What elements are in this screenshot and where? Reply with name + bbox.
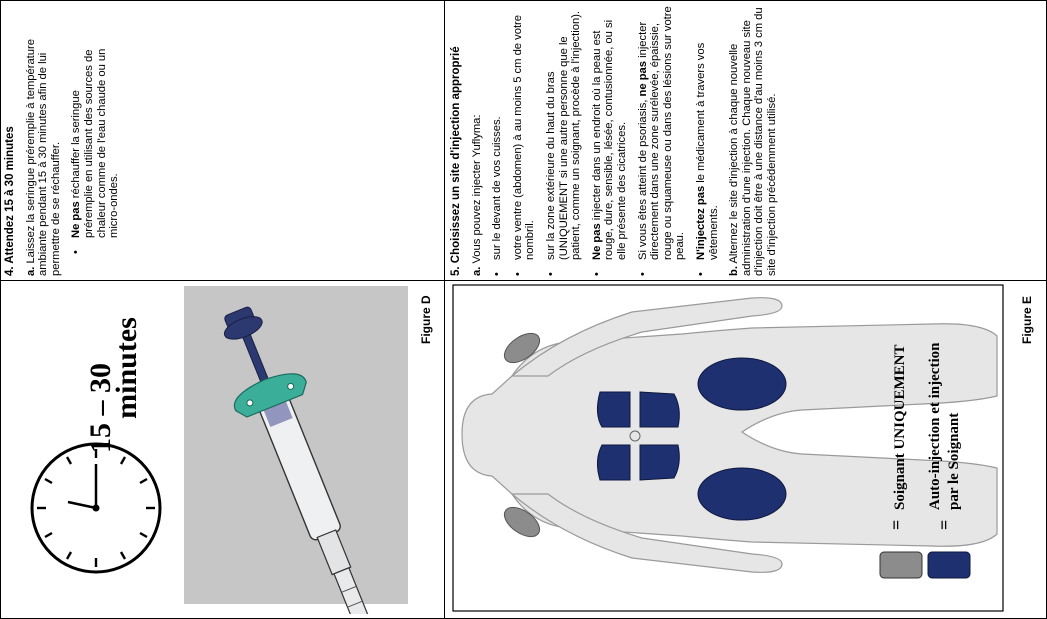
figure-d-caption: Figure D — [419, 295, 433, 344]
site-bullet: • sur le devant de vos cuisses. — [491, 116, 504, 276]
legend-swatch-navy — [928, 552, 970, 578]
navel — [630, 431, 640, 441]
table-border-left — [0, 0, 1, 619]
time-unit-label: minutes — [110, 317, 143, 419]
section4-bullet: • Ne pas réchauffer la seringue préremplie en utilisant des sources de chaleur comme de l'eau chaude ou un micro-ondes. — [70, 48, 121, 254]
legend-equals: = — [886, 519, 906, 530]
section4-step-a: a. Laissez la seringue préremplie à température ambiante pendant 15 à 30 minutes afin de lui permettre de se réchauffer. — [24, 39, 62, 276]
site-bullet: • votre ventre (abdomen) à au moins 5 cm de votre nombril. — [511, 15, 537, 276]
clock-icon — [32, 444, 160, 572]
legend-label-gray: Soignant UNIQUEMENT — [892, 344, 908, 510]
figure-d-illustration — [4, 286, 436, 614]
section4-title: 4. Attendez 15 à 30 minutes — [4, 126, 16, 276]
table-border-top — [0, 0, 1047, 1]
section5-step-b: b. Alternez le site d'injection à chaque nouvelle administration d'une injection. Chaque nouveau site d'injection doit être à une distance d'au moins 3 cm du site d'injection précédemment utilisé. — [728, 7, 778, 276]
figure-e-caption: Figure E — [1020, 295, 1034, 344]
warning-bullet: • Si vous êtes atteint de psoriasis, ne pas injecter directement dans une zone surélevée, épaissie, rouge ou squameuse ou dans des lésions sur votre peau. — [636, 6, 687, 276]
section5-text — [450, 4, 786, 276]
table-col-divider — [444, 0, 445, 619]
table-row-divider — [0, 280, 1047, 281]
section5-step-a: a. Vous pouvez injecter Yuflyma: — [470, 114, 483, 276]
thigh-site — [698, 468, 786, 520]
figure-e-illustration — [452, 284, 1004, 614]
legend-label-navy-2: par le Soignant — [946, 412, 962, 510]
section5-title: 5. Choisissez un site d'injection approprié — [450, 46, 462, 276]
site-bullet: • sur la zone extérieure du haut du bras (UNIQUEMENT si une autre personne que le patient, comme un soignant, procède à l'injection). — [544, 10, 583, 276]
section4-text — [4, 6, 129, 276]
legend-label-navy-1: Auto-injection et injection — [927, 342, 943, 510]
warning-bullet: • Ne pas injecter dans un endroit où la peau est rouge, dure, sensible, lésée, contusionnée, ou si elle présente des cicatrices. — [590, 19, 628, 276]
warning-bullet: • N'injectez pas le médicament à travers vos vêtements. — [694, 42, 720, 276]
legend-swatch-gray — [880, 552, 922, 578]
time-range-label: 15 – 30 — [84, 363, 117, 453]
legend-equals: = — [934, 519, 954, 530]
thigh-site — [698, 358, 786, 410]
